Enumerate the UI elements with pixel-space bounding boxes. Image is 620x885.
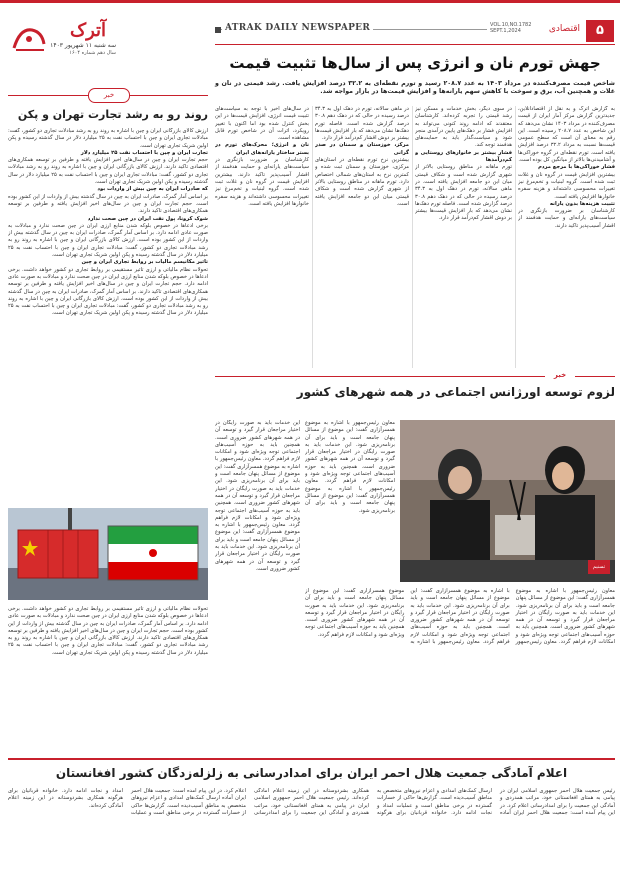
issue-date: سه شنبه ۱۱ شهریور ۱۴۰۳ (50, 42, 116, 49)
main-column-2: در سوی دیگر، بخش خدمات و مسکن نیز رشد قیمتی را تجربه کرده‌اند. کارشناسان معتقدند که ادامه روند کنونی می‌تواند به افزایش فشار بر دهک‌های پایین درآمدی منجر شود و سیاست‌گذار باید به حمایت‌های هدفمند توجه کند. فشار بیشتر بر خانوارهای روستایی و کم‌درآمدها تورم ماهانه در مناطق روستایی بالاتر از شهری گزارش شده است و شکاف قیمتی میان این دو جامعه افزایش یافته است. در ماهی سالانه، تورم در دهک اول به ۳۴.۳ درصد رسیده در حالی که در دهک دهم ۳۰.۸ درصد گزارش شده است. فاصله تورم دهک‌ها نشان می‌دهد که بار افزایش قیمت‌ها بیشتر بر دوش اقشار کم‌درآمد قرار دارد. (415, 106, 512, 222)
trade-containers-image (8, 508, 208, 600)
photo-agency-badge: تسنیم (588, 560, 610, 574)
main-column-3: در ماهی سالانه، تورم در دهک اول به ۳۴.۳ درصد رسیده در حالی که در دهک دهم ۳۰.۸ درصد گزارش شده است. فاصله تورم دهک‌ها نشان می‌دهد که بار افزایش قیمت‌ها بیشتر بر دوش اقشار کم‌درآمد قرار دارد. مرکز، خوزستان و سمنان در صدر گرانی بیشترین نرخ تورم نقطه‌ای در استان‌های مرکزی، خوزستان و سمنان ثبت شده و کمترین نرخ به استان‌های شمالی اختصاص دارد. تورم ماهانه در مناطق روستایی بالاتر از شهری گزارش شده است و شکاف قیمتی میان این دو جامعه افزایش یافته است. (315, 106, 409, 207)
section-name: اقتصادی (548, 24, 580, 34)
sidebar-body: ارزش کالای بازرگانی ایران و چین با اشاره به روند رو به رشد مبادلات تجاری دو کشور، گفت: مبادلات تجاری ایران و چین با احتساب نفت به ۲۵ میلیارد دلار در سال گذشته رسیده و پکن اولین شریک تجاری تهران است. تجارت ایران و چین با احتساب نفت ۲۵ میلیارد دلار حجم تجارت ایران و چین در سال‌های اخیر افزایش یافته و طرفین بر توسعه همکاری‌های اقتصادی تاکید دارند. ارزش کالای بازرگانی ایران و چین با اشاره به روند رو به رشد مبادلات تجاری دو کشور، گفت: مبادلات تجاری ایران و چین با احتساب نفت به ۲۵ میلیارد دلار در سال گذشته رسیده و پکن اولین شریک تجاری تهران است. که صادرات ایران به چین بیش از واردات بود بر اساس آمار گمرک، صادرات ایران به چین در سال گذشته بیش از واردات از این کشور بوده است. حجم تجارت ایران و چین در سال‌های اخیر افزایش یافته و طرفین بر توسعه همکاری‌های اقتصادی تاکید دارند. شوک کرونا، پول نفت ایران در چین صحت ندارد برخی ادعاها در خصوص بلوکه شدن منابع ارزی ایران در چین صحت ندارد و مبادلات به صورت عادی ادامه دارد. بر اساس آمار گمرک، صادرات ایران به چین در سال گذشته بیش از واردات از این کشور بوده است. ارزش کالای بازرگانی ایران و چین با اشاره به روند رو به رشد مبادلات تجاری دو کشور، گفت: مبادلات تجاری ایران و چین با احتساب نفت به ۲۵ میلیارد دلار در سال گذشته رسیده و پکن اولین شریک تجاری تهران است. تاثیر مکانیسم مالیات بر روابط تجاری ایران و چین تحولات نظام مالیاتی و ارزی تاثیر مستقیمی بر روابط تجاری دو کشور خواهد داشت. برخی ادعاها در خصوص بلوکه شدن منابع ارزی ایران در چین صحت ندارد و مبادلات به صورت عادی ادامه دارد. حجم تجارت ایران و چین در سال‌های اخیر افزایش یافته و طرفین بر توسعه همکاری‌های اقتصادی تاکید دارند. بر اساس آمار گمرک، صادرات ایران به چین در سال گذشته بیش از واردات از این کشور بوده است. ارزش کالای بازرگانی ایران و چین با اشاره به روند رو به رشد مبادلات تجاری دو کشور، گفت: مبادلات تجاری ایران و چین با احتساب نفت به ۲۵ میلیارد دلار در سال گذشته رسیده و پکن اولین شریک تجاری تهران است. (8, 128, 208, 317)
logo-emblem (10, 22, 48, 56)
press-conference-photo (400, 420, 615, 582)
issue-number: سال دهم شماره ۱۶۰۴ (69, 50, 116, 56)
main-column-1: به گزارش آترک و به نقل از اقتصادآنلاین، جدیدترین گزارش مرکز آمار ایران از قیمت مصرف‌کننده در مرداد ۱۴۰۳ نشان می‌دهد که این شاخص به عدد ۲۰۸.۷ رسیده است. این رقم به معنای آن است که سطح عمومی قیمت‌ها نسبت به مرداد ۳۲.۲ درصد افزایش یافته است. تورم نقطه‌ای در گروه خوراکی‌ها و آشامیدنی‌ها بالاتر از میانگین کل بوده است. فشار خوراکی‌ها با مرجع مردم بیشترین افزایش قیمت در گروه نان و غلات ثبت شده است. گروه لبنیات و تخم‌مرغ نیز تغییرات محسوسی داشته‌اند و هزینه سفره خانوارها افزایش یافته است. تثبیت هزینه‌ها بدون یارانه کارشناسان بر ضرورت بازنگری در سیاست‌های یارانه‌ای و حمایت هدفمند از اقشار آسیب‌پذیر تاکید دارند. (518, 106, 615, 229)
masthead-name: ATRAK DAILY NEWSPAPER (222, 23, 373, 33)
top-accent-line (0, 0, 620, 3)
second-column-1: معاون رئیس‌جمهور با اشاره به موضوع همسرآزاری گفت: این موضوع از مسائل پنهان جامعه است و باید برای آن برنامه‌ریزی شود. این خدمات باید به صورت رایگان در اختیار مراجعان قرار گیرد و توسعه آن در همه شهرهای کشور ضروری است. همچنین باید به حوزه آسیب‌های اجتماعی توجه ویژه‌ای شود و امکانات لازم فراهم گردد. معاون رئیس‌جمهور با اشاره به موضوع همسرآزاری گفت: این موضوع از مسائل پنهان جامعه است و باید برای آن برنامه‌ریزی شود. (305, 420, 395, 514)
header-rule (215, 44, 615, 45)
page-number: ۵ (586, 20, 614, 42)
column-divider (412, 106, 413, 368)
section-ribbon-tag: خبر (545, 371, 575, 382)
second-column-2: این خدمات باید به صورت رایگان در اختیار مراجعان قرار گیرد و توسعه آن در همه شهرهای کشور ضروری است. همچنین باید به حوزه آسیب‌های اجتماعی توجه ویژه‌ای شود و امکانات لازم فراهم گردد. معاون رئیس‌جمهور با اشاره به موضوع همسرآزاری گفت: این موضوع از مسائل پنهان جامعه است و باید برای آن برنامه‌ریزی شود. این خدمات باید به صورت رایگان در اختیار مراجعان قرار گیرد و توسعه آن در همه شهرهای کشور ضروری است. همچنین باید به حوزه آسیب‌های اجتماعی توجه ویژه‌ای شود و امکانات لازم فراهم گردد. معاون رئیس‌جمهور با اشاره به موضوع همسرآزاری گفت: این موضوع از مسائل پنهان جامعه است و باید برای آن برنامه‌ریزی شود. این خدمات باید به صورت رایگان در اختیار مراجعان قرار گیرد و توسعه آن در همه شهرهای کشور ضروری است. (215, 420, 300, 572)
main-lead: شاخص قیمت مصرف‌کننده در مرداد ۱۴۰۳ به عدد ۲۰۸.۷ رسید و تورم نقطه‌ای به ۳۲.۲ درصد افزایش یافت. رشد قیمتی در نان و غلات و همچنین آب، برق و سوخت با کاهش سهم یارانه‌ها و افزایش قیمت‌ها در بازار مواجه شد. (215, 80, 615, 95)
bottom-article-body: رئیس جمعیت هلال احمر جمهوری اسلامی ایران در پیامی به همتای افغانستانی خود، مراتب همدردی و آمادگی این جمعیت را برای امدادرسانی اعلام کرد. در این پیام آمده است: جمعیت هلال احمر ایران آماده ارسال کمک‌های امدادی و اعزام نیروهای متخصص به مناطق آسیب‌دیده است. گزارش‌ها حاکی از خسارات گسترده در برخی مناطق است و عملیات امداد و نجات ادامه دارد. خانواده قربانیان برای هرگونه همکاری بشردوستانه در این زمینه اعلام آمادگی کرده‌اند. رئیس جمعیت هلال احمر جمهوری اسلامی ایران در پیامی به همتای افغانستانی خود، مراتب همدردی و آمادگی این جمعیت را برای امدادرسانی اعلام کرد. در این پیام آمده است: جمعیت هلال احمر ایران آماده ارسال کمک‌های امدادی و اعزام نیروهای متخصص به مناطق آسیب‌دیده است. گزارش‌ها حاکی از خسارات گسترده در برخی مناطق است و عملیات امداد و نجات ادامه دارد. خانواده قربانیان برای هرگونه همکاری بشردوستانه در این زمینه اعلام آمادگی کرده‌اند. (8, 788, 615, 816)
main-column-4: در سال‌های اخیر با توجه به سیاست‌های تثبیت قیمت انرژی، افزایش قیمت‌ها در این بخش کنترل شده بود اما اکنون با تغییر رویکرد، اثرات آن در شاخص تورم قابل مشاهده است. نان و انرژی؛ محرک‌های تورم در بستر ساختار یارانه‌های ایران کارشناسان بر ضرورت بازنگری در سیاست‌های یارانه‌ای و حمایت هدفمند از اقشار آسیب‌پذیر تاکید دارند. بیشترین افزایش قیمت در گروه نان و غلات ثبت شده است. گروه لبنیات و تخم‌مرغ نیز تغییرات محسوسی داشته‌اند و هزینه سفره خانوارها افزایش یافته است. (215, 106, 309, 207)
sidebar-body-lower: تحولات نظام مالیاتی و ارزی تاثیر مستقیمی بر روابط تجاری دو کشور خواهد داشت. برخی ادعاها در خصوص بلوکه شدن منابع ارزی ایران در چین صحت ندارد و مبادلات به صورت عادی ادامه دارد. بر اساس آمار گمرک، صادرات ایران به چین در سال گذشته بیش از واردات از این کشور بوده است. حجم تجارت ایران و چین در سال‌های اخیر افزایش یافته و طرفین بر توسعه همکاری‌های اقتصادی تاکید دارند. ارزش کالای بازرگانی ایران و چین با اشاره به روند رو به رشد مبادلات تجاری دو کشور، گفت: مبادلات تجاری ایران و چین با احتساب نفت به ۲۵ میلیارد دلار در سال گذشته رسیده و پکن اولین شریک تجاری تهران است. (8, 606, 208, 656)
volume-info: VOL.10,NO.1782 SEPT.1,2024 (490, 22, 532, 34)
sidebar-ribbon-tag: خبر (88, 88, 130, 103)
second-columns-lower: معاون رئیس‌جمهور با اشاره به موضوع همسرآزاری گفت: این موضوع از مسائل پنهان جامعه است و باید برای آن برنامه‌ریزی شود. این خدمات باید به صورت رایگان در اختیار مراجعان قرار گیرد و توسعه آن در همه شهرهای کشور ضروری است. همچنین باید به حوزه آسیب‌های اجتماعی توجه ویژه‌ای شود و امکانات لازم فراهم گردد. معاون رئیس‌جمهور با اشاره به موضوع همسرآزاری گفت: این موضوع از مسائل پنهان جامعه است و باید برای آن برنامه‌ریزی شود. این خدمات باید به صورت رایگان در اختیار مراجعان قرار گیرد و توسعه آن در همه شهرهای کشور ضروری است. همچنین باید به حوزه آسیب‌های اجتماعی توجه ویژه‌ای شود و امکانات لازم فراهم گردد. معاون رئیس‌جمهور با اشاره به موضوع همسرآزاری گفت: این موضوع از مسائل پنهان جامعه است و باید برای آن برنامه‌ریزی شود. این خدمات باید به صورت رایگان در اختیار مراجعان قرار گیرد و توسعه آن در همه شهرهای کشور ضروری است. همچنین باید به حوزه آسیب‌های اجتماعی توجه ویژه‌ای شود و امکانات لازم فراهم گردد. (305, 588, 615, 646)
column-divider (515, 106, 516, 368)
column-divider (312, 106, 313, 368)
sidebar-title: روند رو به رشد تجارت تهران و پکن (17, 108, 208, 121)
bottom-headline: اعلام آمادگی جمعیت هلال احمر ایران برای امدادرسانی به زلزله‌زدگان کشور افغانستان (55, 766, 568, 780)
second-headline: لزوم توسعه اورژانس اجتماعی در همه شهرهای کشور (296, 385, 615, 399)
masthead-square-icon (215, 27, 221, 33)
newspaper-logo: آترک (70, 20, 107, 41)
main-headline: جهش تورم نان و انرژی پس از سال‌ها تثبیت قیمت (229, 54, 601, 72)
